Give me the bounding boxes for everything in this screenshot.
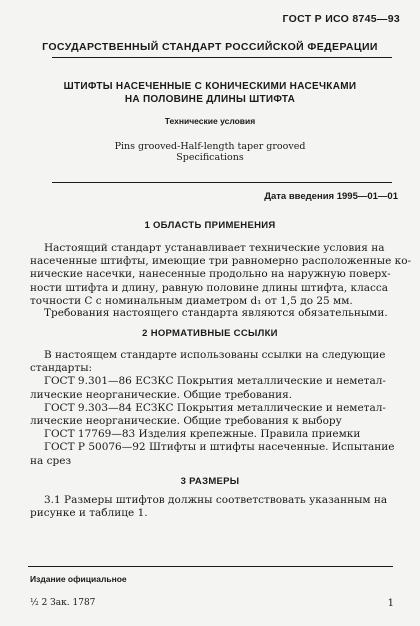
document-subtitle: Технические условия: [164, 116, 256, 126]
section-paragraph: [30, 242, 412, 308]
section-heading: 2 НОРМАТИВНЫЕ ССЫЛКИ: [142, 328, 278, 339]
standard-title: ГОСУДАРСТВЕННЫЙ СТАНДАРТ РОССИЙСКОЙ ФЕДЕРАЦИИ: [42, 41, 378, 53]
divider: [52, 57, 392, 58]
section-paragraph: [30, 494, 396, 520]
text-line: точности С с номинальным диаметром d₁ от 1,5 до 25 мм.: [30, 294, 353, 307]
section-paragraph: [30, 349, 396, 468]
english-title-line: Pins grooved-Half-length taper grooved: [114, 141, 306, 152]
text-line: рисунке и таблице 1.: [30, 507, 148, 520]
text-line: ГОСТ 9.303—84 ЕСЗКС Покрытия металлические и неметал-: [44, 401, 386, 414]
text-line: лические неорганические. Общие требования к выбору: [30, 415, 342, 428]
document-title-line: ШТИФТЫ НАСЕЧЕННЫЕ С КОНИЧЕСКИМИ НАСЕЧКАМИ: [63, 81, 357, 92]
intro-date: Дата введения 1995—01—01: [264, 191, 398, 202]
edition-label: Издание официальное: [30, 574, 127, 584]
text-line: на срез: [30, 454, 72, 467]
text-line: стандарты:: [30, 362, 93, 375]
section-paragraph: [30, 307, 396, 320]
text-line: Требования настоящего стандарта являются обязательными.: [44, 307, 388, 319]
text-line: 3.1 Размеры штифтов должны соответствовать указанным на: [44, 494, 388, 506]
text-line: ГОСТ 17769—83 Изделия крепежные. Правила приемки: [44, 428, 361, 441]
english-title: [0, 141, 420, 163]
text-line: ГОСТ 9.301—86 ЕСЗКС Покрытия металлические и неметал-: [44, 375, 386, 388]
document-title-line: НА ПОЛОВИНЕ ДЛИНЫ ШТИФТА: [124, 94, 296, 105]
footer-divider: [28, 566, 393, 567]
section-heading: 3 РАЗМЕРЫ: [180, 476, 240, 487]
text-line: В настоящем стандарте использованы ссылки на следующие: [44, 349, 386, 361]
gost-number: ГОСТ Р ИСО 8745—93: [282, 13, 400, 25]
text-line: Настоящий стандарт устанавливает технические условия на: [44, 242, 385, 254]
english-title-line: Specifications: [176, 152, 244, 163]
text-line: ности штифта и длину, равную половине длины штифта, класса: [30, 281, 389, 294]
page-number: 1: [387, 598, 394, 609]
text-line: нические насечки, нанесенные продольно на наружную поверх-: [30, 268, 391, 281]
document-title: [30, 80, 390, 106]
print-order: ½ 2 Зак. 1787: [30, 598, 96, 608]
text-line: насеченные штифты, имеющие три равномерно расположенные ко-: [30, 255, 412, 268]
section-heading: 1 ОБЛАСТЬ ПРИМЕНЕНИЯ: [144, 220, 276, 231]
text-line: лические неорганические. Общие требования.: [30, 388, 293, 401]
divider: [52, 182, 392, 183]
text-line: ГОСТ Р 50076—92 Штифты и штифты насеченные. Испытание: [44, 441, 395, 454]
